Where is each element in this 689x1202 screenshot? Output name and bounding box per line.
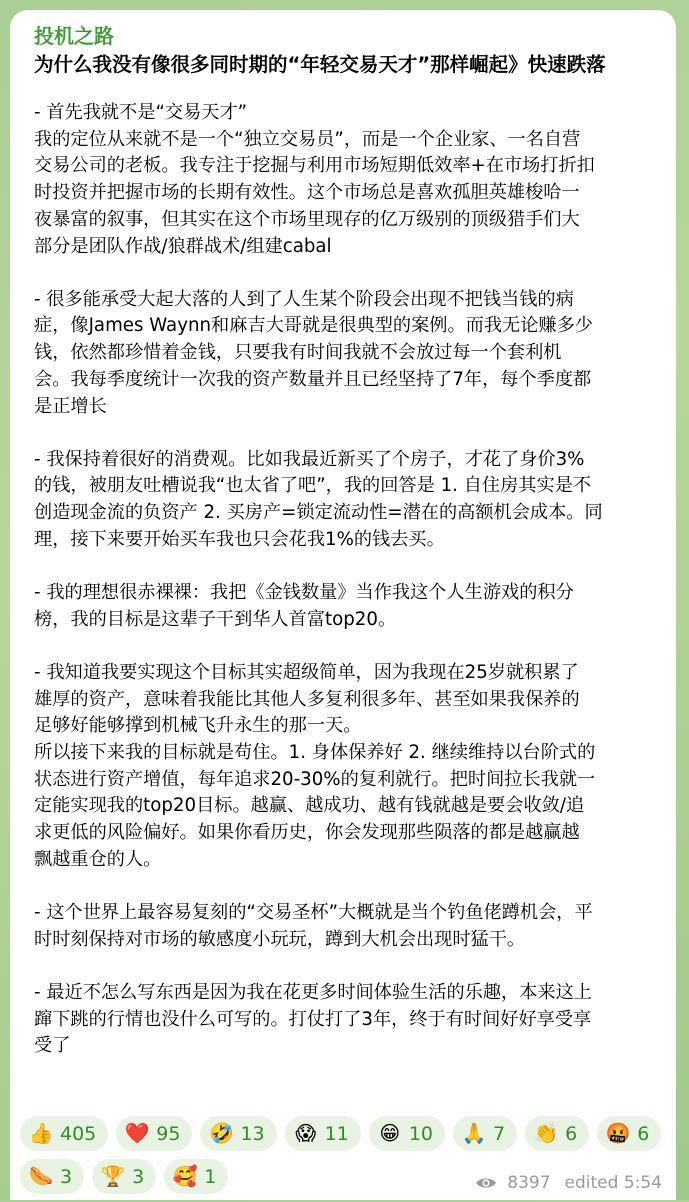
paragraph-4 — [34, 580, 662, 633]
text-line: 所以接下来我的目标就是苟住。1. 身体保养好 2. 继续维持以台阶式的 — [34, 742, 596, 764]
text-line: 部分是团队作战/狼群战术/组建cabal — [34, 235, 332, 257]
text-line: 是正增长 — [34, 395, 107, 417]
text-line: 状态进行资产增值，每年追求20-30%的复利就行。把时间拉长我就一 — [34, 768, 596, 790]
reaction-thumbs-up[interactable] — [20, 1116, 108, 1151]
thumbs-up-icon: 👍 — [28, 1121, 54, 1145]
reaction-smiling-hearts[interactable] — [164, 1159, 228, 1194]
text-line: 我的定位从来就不是一个“独立交易员”，而是一个企业家、一名自营 — [34, 128, 581, 150]
message-meta — [475, 1173, 662, 1193]
reaction-trophy[interactable] — [92, 1159, 156, 1194]
text-line: 交易公司的老板。我专注于挖掘与利用市场短期低效率+在市场打折扣 — [34, 155, 595, 177]
reaction-count: 7 — [493, 1122, 506, 1145]
reaction-angry[interactable] — [597, 1116, 661, 1151]
view-count: 8397 — [507, 1173, 551, 1193]
text-line: 夜暴富的叙事，但其实在这个市场里现存的亿万级别的顶级猎手们大 — [34, 208, 580, 230]
text-line: 受了 — [34, 1035, 71, 1057]
rofl-icon: 🤣 — [209, 1121, 234, 1145]
text-line: 定能实现我的top20目标。越赢、越成功、越有钱就越是要会收敛/追 — [34, 795, 585, 817]
pray-icon: 🙏 — [461, 1121, 487, 1145]
reactions-row-1 — [20, 1116, 670, 1151]
reaction-count: 1 — [204, 1165, 217, 1188]
text-line: 的钱，被朋友吐槽说我“也太省了吧”，我的回答是 1. 自住房其实是不 — [34, 475, 592, 497]
text-line: - 这个世界上最容易复刻的“交易圣杯”大概就是当个钓鱼佬蹲机会，平 — [34, 902, 593, 924]
reaction-rofl[interactable] — [200, 1116, 276, 1151]
clap-icon: 👏 — [533, 1121, 559, 1145]
text-line: 求更低的风险偏好。如果你看历史，你会发现那些陨落的都是越赢越 — [34, 822, 580, 844]
text-line: 足够好能够撑到机械飞升永生的那一天。 — [34, 715, 362, 737]
angry-icon: 🤬 — [605, 1121, 631, 1145]
reaction-count: 11 — [324, 1122, 349, 1145]
text-line: 蹿下跳的行情也没什么可写的。打仗打了3年，终于有时间好好享受享 — [34, 1008, 592, 1030]
reaction-count: 13 — [240, 1122, 265, 1145]
reaction-heart[interactable] — [116, 1116, 192, 1151]
reaction-count: 6 — [637, 1122, 650, 1145]
smiling-hearts-icon: 🥰 — [172, 1164, 198, 1188]
eye-icon — [475, 1176, 497, 1190]
text-line: 症，像James Waynn和麻吉大哥就是很典型的案例。而我无论赚多少 — [34, 315, 593, 337]
trophy-icon: 🏆 — [100, 1164, 126, 1188]
text-line: 会。我每季度统计一次我的资产数量并且已经坚持了7年，每个季度都 — [34, 368, 592, 390]
reaction-count: 3 — [132, 1165, 145, 1188]
reaction-count: 405 — [60, 1122, 97, 1145]
post-headline: 为什么我没有像很多同时期的“年轻交易天才”那样崛起》快速跌落 — [34, 53, 606, 76]
scream-icon: 😱 — [295, 1121, 317, 1145]
reaction-count: 10 — [408, 1122, 434, 1145]
text-line: - 我保持着很好的消费观。比如我最近新买了个房子，才花了身价3% — [34, 448, 585, 470]
text-line: 钱，依然都珍惜着金钱，只要我有时间我就不会放过每一个套利机 — [34, 342, 562, 364]
text-line: 榜，我的目标是这辈子干到华人首富top20。 — [34, 608, 397, 630]
text-line: - 很多能承受大起大落的人到了人生某个阶段会出现不把钱当钱的病 — [34, 288, 574, 310]
reaction-hotdog[interactable] — [20, 1159, 84, 1194]
channel-name[interactable]: 投机之路 — [34, 24, 114, 48]
edited-timestamp: edited 5:54 — [564, 1173, 662, 1193]
text-line: 雄厚的资产，意味着我能比其他人多复利很多年、甚至如果我保养的 — [34, 688, 580, 710]
post-body — [34, 100, 662, 1060]
text-line: 飘越重仓的人。 — [34, 848, 162, 870]
text-line: - 我知道我要实现这个目标其实超级简单，因为我现在25岁就积累了 — [34, 661, 579, 683]
text-line: - 首先我就不是“交易天才” — [34, 102, 248, 123]
message-bubble — [10, 10, 676, 1200]
text-line: 时时刻保持对市场的敏感度小玩玩，蹲到大机会出现时猛干。 — [34, 928, 526, 950]
text-line: - 最近不怎么写东西是因为我在花更多时间体验生活的乐趣，本来这上 — [34, 981, 592, 1003]
reaction-count: 3 — [60, 1165, 73, 1188]
text-line: 时投资并把握市场的长期有效性。这个市场总是喜欢孤胆英雄梭哈一 — [34, 182, 580, 204]
reaction-pray[interactable] — [453, 1116, 517, 1151]
text-line: 理，接下来要开始买车我也只会花我1%的钱去买。 — [34, 528, 445, 550]
paragraph-5 — [34, 660, 662, 874]
reaction-count: 6 — [565, 1122, 578, 1145]
text-line: - 我的理想很赤裸裸：我把《金钱数量》当作我这个人生游戏的积分 — [34, 582, 574, 604]
reaction-clap[interactable] — [525, 1116, 589, 1151]
reaction-count: 95 — [156, 1122, 181, 1145]
paragraph-2 — [34, 287, 662, 421]
text-line: 创造现金流的负资产 2. 买房产=锁定流动性=潜在的高额机会成本。同 — [34, 502, 603, 524]
paragraph-3 — [34, 447, 662, 554]
paragraph-6 — [34, 900, 662, 953]
paragraph-7 — [34, 980, 662, 1060]
hotdog-icon: 🌭 — [28, 1164, 54, 1188]
heart-icon: ❤️ — [124, 1121, 150, 1145]
paragraph-1 — [34, 100, 662, 260]
reaction-grin[interactable] — [369, 1116, 445, 1151]
reaction-scream[interactable] — [285, 1116, 361, 1151]
grin-icon: 😁 — [379, 1121, 401, 1145]
